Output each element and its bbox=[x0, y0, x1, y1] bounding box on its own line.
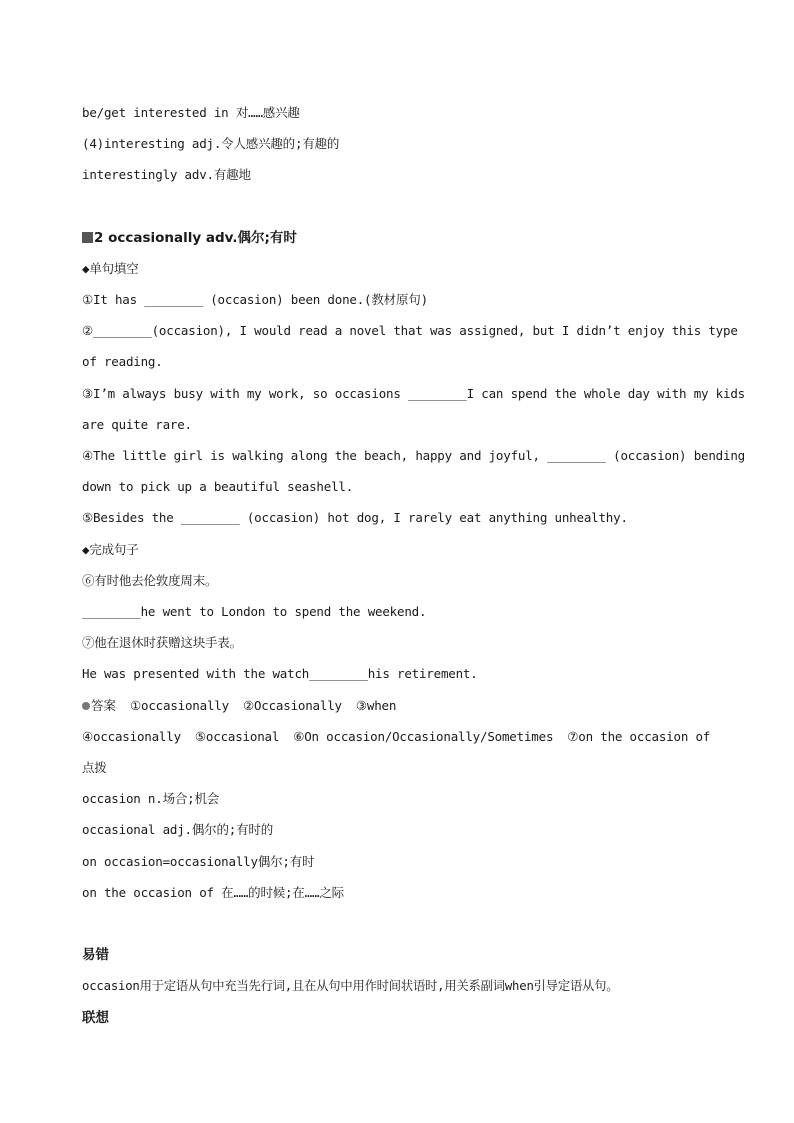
answer-4: ④occasionally bbox=[82, 729, 181, 744]
tip-line: occasional adj.偶尔的;有时的 bbox=[82, 822, 274, 837]
section-title: 2 occasionally adv.偶尔;有时 bbox=[94, 230, 297, 246]
answer-7: ⑦on the occasion of bbox=[567, 729, 711, 744]
text-line: (4)interesting adj.令人感兴趣的;有趣的 bbox=[82, 136, 340, 151]
tips-label: 点拨 bbox=[82, 760, 107, 775]
answers-line-1 bbox=[82, 698, 714, 714]
question-3-line-1: ③I’m always busy with my work, so occasions ________I can spend the whole day with my kids bbox=[82, 386, 745, 401]
tip-line: on occasion=occasionally偶尔;有时 bbox=[82, 854, 315, 869]
question-3-line-2: are quite rare. bbox=[82, 417, 192, 432]
text-line: interestingly adv.有趣地 bbox=[82, 167, 251, 182]
question-7-english: He was presented with the watch________his retirement. bbox=[82, 666, 478, 681]
subheading-complete-sentence: ◆完成句子 bbox=[82, 542, 139, 557]
question-5: ⑤Besides the ________ (occasion) hot dog, I rarely eat anything unhealthy. bbox=[82, 510, 628, 525]
section-heading bbox=[82, 230, 714, 246]
text-line: be/get interested in 对……感兴趣 bbox=[82, 105, 300, 120]
answer-5: ⑤occasional bbox=[194, 729, 280, 744]
question-1: ①It has ________ (occasion) been done.(教材原句) bbox=[82, 292, 428, 307]
question-4-line-1: ④The little girl is walking along the beach, happy and joyful, ________ (occasion) bending bbox=[82, 448, 745, 463]
answers-line-2 bbox=[82, 729, 714, 745]
answer-3: ③when bbox=[355, 698, 397, 713]
answer-2: ②Occasionally bbox=[242, 698, 342, 713]
question-6-chinese: ⑥有时他去伦敦度周末。 bbox=[82, 573, 218, 588]
question-2-line-1: ②________(occasion), I would read a novel that was assigned, but I didn’t enjoy this type bbox=[82, 323, 738, 338]
square-bullet-icon bbox=[82, 232, 93, 243]
error-heading: 易错 bbox=[82, 947, 109, 963]
answer-label: 答案 bbox=[91, 698, 117, 713]
subheading-single-fill: ◆单句填空 bbox=[82, 261, 139, 276]
association-heading: 联想 bbox=[82, 1010, 109, 1026]
question-2-line-2: of reading. bbox=[82, 354, 163, 369]
answer-1: ①occasionally bbox=[130, 698, 229, 713]
answer-6: ⑥On occasion/Occasionally/Sometimes bbox=[293, 729, 554, 744]
answer-badge-icon bbox=[82, 702, 90, 710]
tip-line: on the occasion of 在……的时候;在……之际 bbox=[82, 885, 344, 900]
question-6-english: ________he went to London to spend the weekend. bbox=[82, 604, 427, 619]
question-4-line-2: down to pick up a beautiful seashell. bbox=[82, 479, 354, 494]
question-7-chinese: ⑦他在退休时获赠这块手表。 bbox=[82, 635, 242, 650]
tip-line: occasion n.场合;机会 bbox=[82, 791, 220, 806]
error-text: occasion用于定语从句中充当先行词,且在从句中用作时间状语时,用关系副词when引导定语从句。 bbox=[82, 979, 619, 993]
